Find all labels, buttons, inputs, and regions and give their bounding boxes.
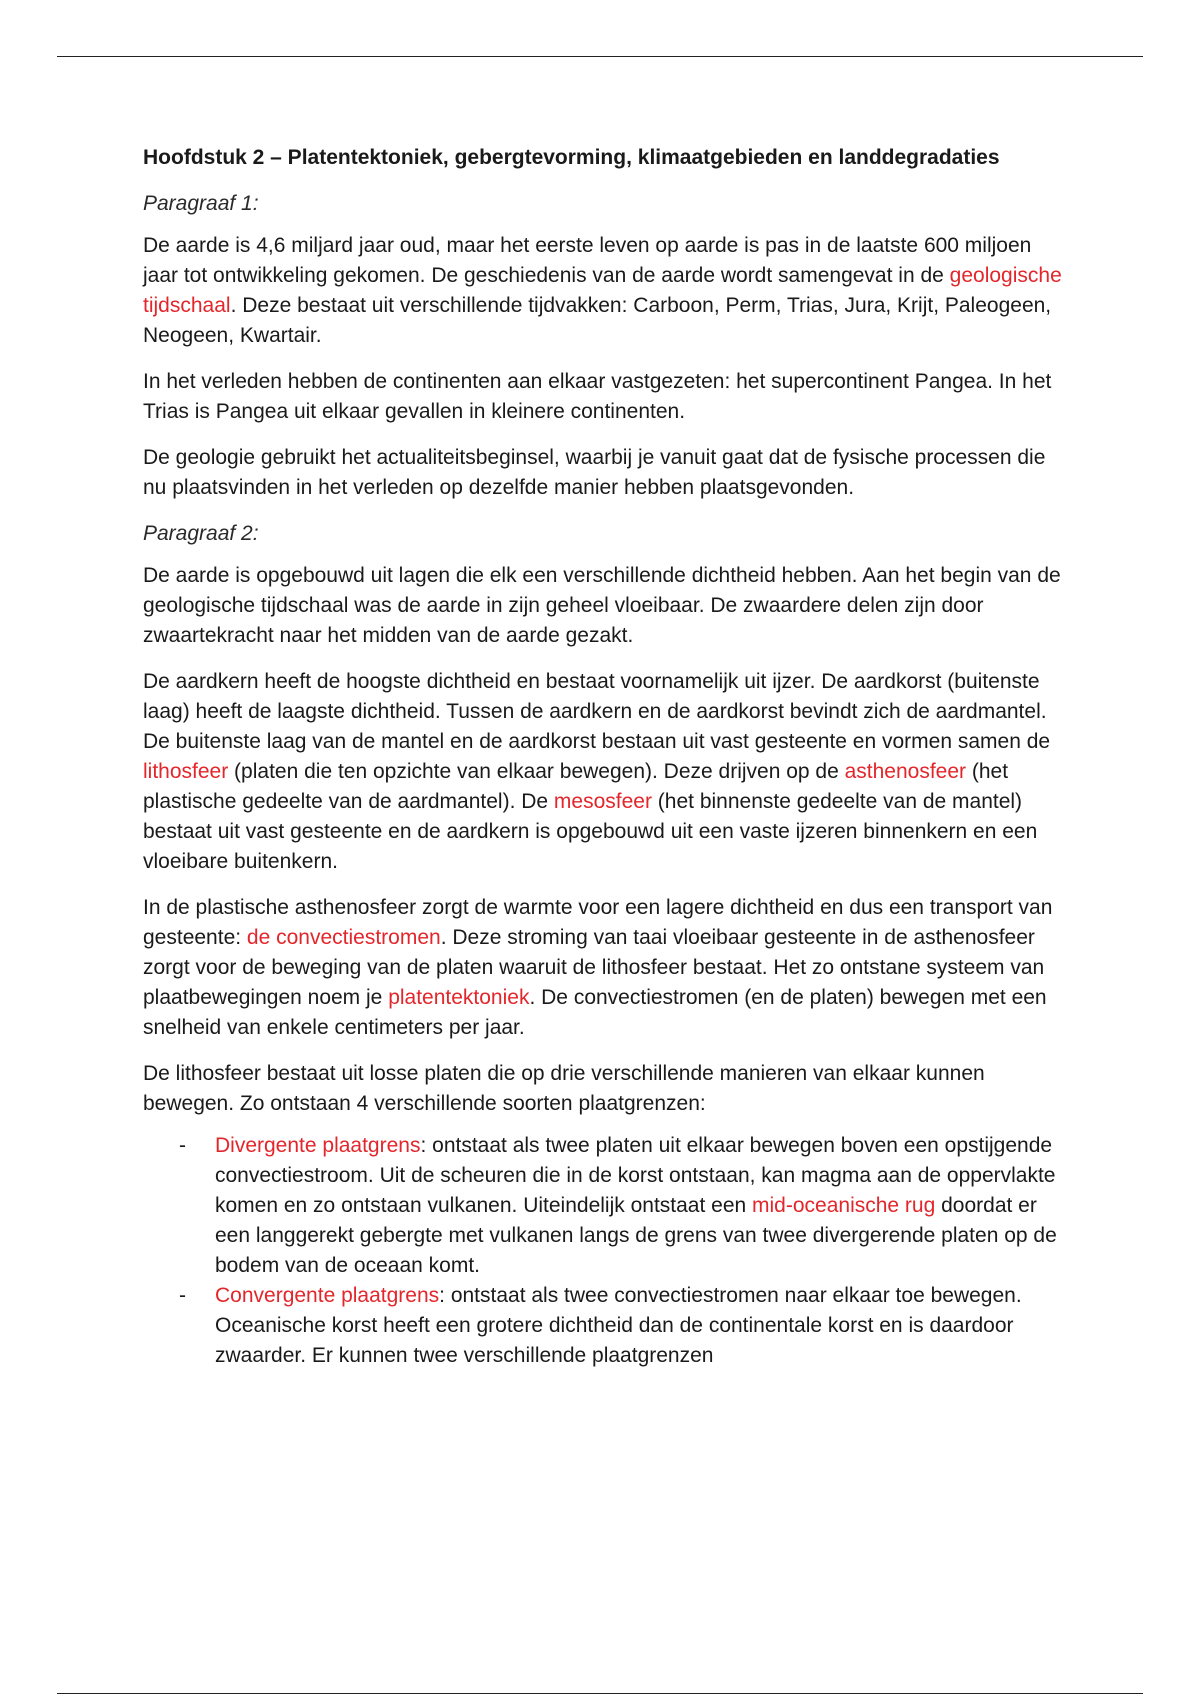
text-span: . De convectiestromen (en de platen) bewegen met een snelheid van enkele centimeters per jaar. (143, 986, 1047, 1039)
text-span: . Deze bestaat uit verschillende tijdvakken: Carboon, Perm, Trias, Jura, Krijt, Paleogeen, Neogeen, Kwartair. (143, 294, 1052, 347)
paragraph-1a (143, 231, 1068, 351)
paragraph-1b: In het verleden hebben de continenten aan elkaar vastgezeten: het supercontinent Pangea. In het Trias is Pangea uit elkaar gevallen in kleinere continenten. (143, 370, 1052, 423)
text-span: (het binnenste gedeelte van de mantel) bestaat uit vast gesteente en de aardkern is opgebouwd uit een vaste ijzeren binnenkern en een vloeibare buitenkern. (143, 790, 1038, 873)
term-platentektoniek: platentektoniek (388, 986, 530, 1009)
term-lithosfeer: lithosfeer (143, 760, 229, 783)
paragraph-2b (143, 667, 1068, 877)
paragraph-2c (143, 893, 1068, 1043)
term-divergente-plaatgrens: Divergente plaatgrens (215, 1134, 421, 1157)
text-span: doordat er een langgerekt gebergte met vulkanen langs de grens van twee divergerende platen op de bodem van de oceaan komt. (215, 1194, 1057, 1277)
text-span: : ontstaat als twee convectiestromen naar elkaar toe bewegen. Oceanische korst heeft een grotere dichtheid dan de continentale korst en is daardoor zwaarder. Er kunnen twee verschillende plaatgrenzen (215, 1284, 1022, 1367)
term-convectiestromen: de convectiestromen (246, 926, 441, 949)
section-heading-2: Paragraaf 2: (143, 522, 259, 545)
text-span: De aardkern heeft de hoogste dichtheid en bestaat voornamelijk uit ijzer. De aardkorst (buitenste laag) heeft de laagste dichtheid. Tussen de aardkern en de aardkorst bevindt zich de aardmantel. De buitenste laag van de mantel en de aardkorst bestaan uit vast gesteente en vormen samen de (143, 670, 1051, 753)
list-item (215, 1281, 1068, 1371)
term-asthenosfeer: asthenosfeer (844, 760, 967, 783)
list-item (215, 1131, 1068, 1281)
chapter-title: Hoofdstuk 2 – Platentektoniek, gebergtevorming, klimaatgebieden en landdegradaties (143, 146, 1000, 169)
term-geologische-tijdschaal: geologische tijdschaal (143, 264, 1062, 317)
document-body (143, 143, 1068, 1371)
text-span: In de plastische asthenosfeer zorgt de warmte voor een lagere dichtheid en dus een transport van gesteente: (143, 896, 1053, 949)
text-span: (het plastische gedeelte van de aardmantel). De (143, 760, 1009, 813)
bottom-rule (57, 1693, 1143, 1694)
plate-boundary-list (143, 1131, 1068, 1371)
term-convergente-plaatgrens: Convergente plaatgrens (215, 1284, 440, 1307)
text-span: De aarde is 4,6 miljard jaar oud, maar het eerste leven op aarde is pas in de laatste 600 miljoen jaar tot ontwikkeling gekomen. De geschiedenis van de aarde wordt samengevat in de (143, 234, 1032, 287)
text-span: (platen die ten opzichte van elkaar bewegen). Deze drijven op de (228, 760, 845, 783)
paragraph-2a: De aarde is opgebouwd uit lagen die elk een verschillende dichtheid hebben. Aan het begin van de geologische tijdschaal was de aarde in zijn geheel vloeibaar. De zwaardere delen zijn door zwaartekracht naar het midden van de aarde gezakt. (143, 564, 1061, 647)
paragraph-1c: De geologie gebruikt het actualiteitsbeginsel, waarbij je vanuit gaat dat de fysische processen die nu plaatsvinden in het verleden op dezelfde manier hebben plaatsgevonden. (143, 446, 1046, 499)
term-mid-oceanische-rug: mid-oceanische rug (752, 1194, 936, 1217)
text-span: : ontstaat als twee platen uit elkaar bewegen boven een opstijgende convectiestroom. Uit de scheuren die in de korst ontstaan, kan magma aan de oppervlakte komen en zo ontstaan vulkanen. Uiteindelijk ontstaat een (215, 1134, 1056, 1217)
paragraph-2d: De lithosfeer bestaat uit losse platen die op drie verschillende manieren van elkaar kunnen bewegen. Zo ontstaan 4 verschillende soorten plaatgrenzen: (143, 1062, 985, 1115)
text-span: . Deze stroming van taai vloeibaar gesteente in de asthenosfeer zorgt voor de beweging van de platen waaruit de lithosfeer bestaat. Het zo ontstane systeem van plaatbewegingen noem je (143, 926, 1045, 1009)
section-heading-1: Paragraaf 1: (143, 192, 259, 215)
term-mesosfeer: mesosfeer (553, 790, 652, 813)
top-rule (57, 56, 1143, 57)
